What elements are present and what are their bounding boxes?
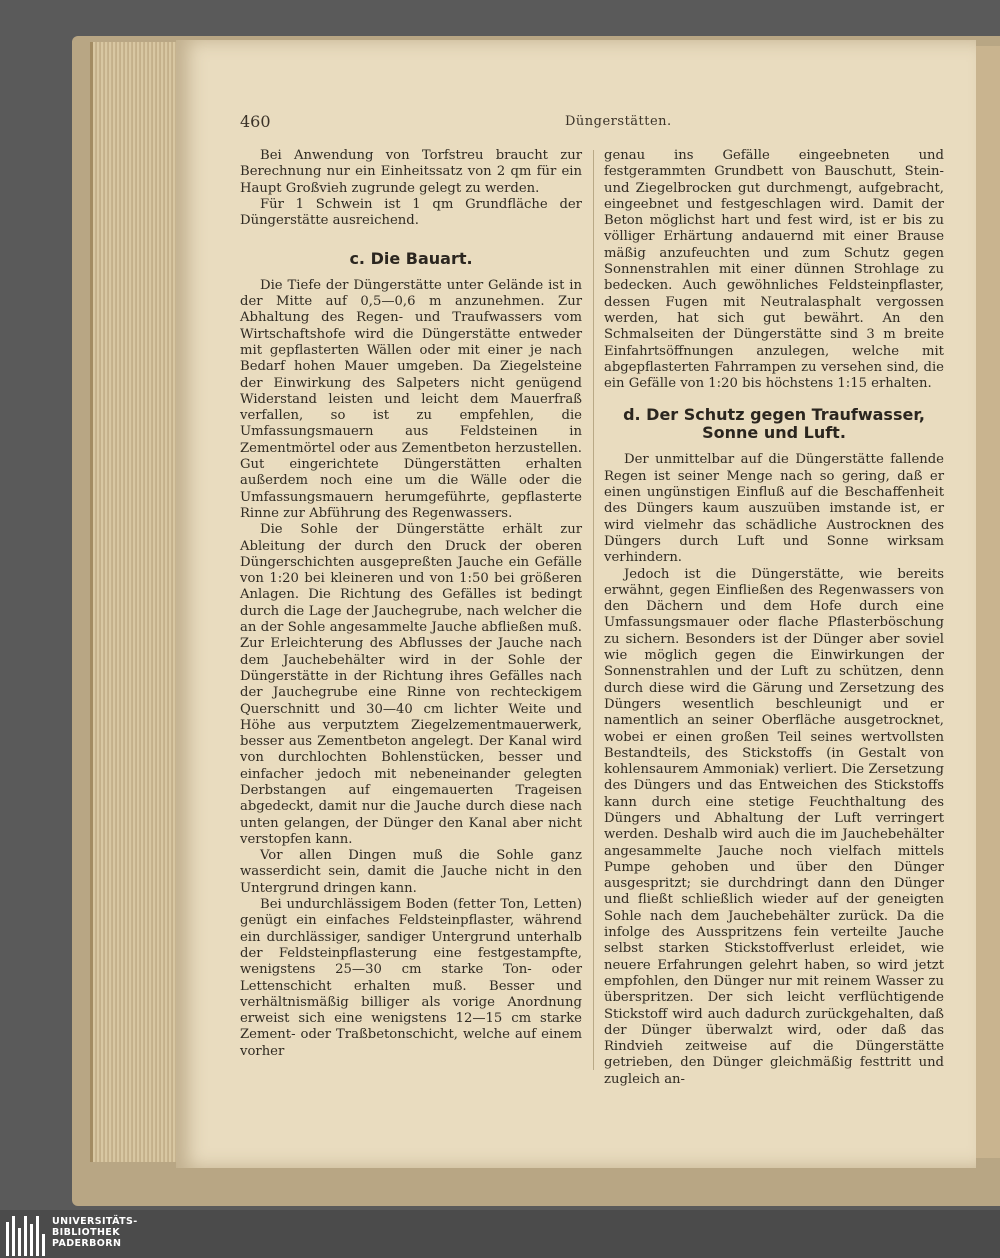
paragraph: Der unmittelbar auf die Düngerstätte fallende Regen ist seiner Menge nach so gering, daß er einen ungünstigen Einfluß auf die Beschaffenheit des Düngers kaum auszuüben imstande ist, er wird vielmehr das schädliche Austrocknen des Düngers durch Luft und Sonne wirksam verhindern. <box>604 452 944 566</box>
library-name-line: BIBLIOTHEK <box>52 1227 120 1238</box>
library-name-line: PADERBORN <box>52 1238 122 1249</box>
column-divider <box>593 150 594 1070</box>
paragraph: Die Tiefe der Düngerstätte unter Gelände ist in der Mitte auf 0,5—0,6 m anzunehmen. Zur Abhaltung des Regen- und Traufwassers vom Wirtschaftshofe wird die Düngerstätte entweder mit gepflasterten Wällen oder mit einer je nach Bedarf hohen Mauer umgeben. Da Ziegelsteine der Einwirkung des Salpeters nicht genügend Widerstand leisten und leicht dem Mauerfraß verfallen, so ist zu empfehlen, die Umfassungsmauern aus Feldsteinen in Zementmörtel oder aus Zementbeton herzustellen. Gut eingerichtete Düngerstätten erhalten außerdem noch eine um die Wälle oder die Umfassungsmauern herumgeführte, gepflasterte Rinne zur Abführung des Regenwassers. <box>240 277 582 521</box>
section-heading: c. Die Bauart. <box>349 249 473 269</box>
section-heading: d. Der Schutz gegen Traufwasser, Sonne und Luft. <box>623 405 925 443</box>
library-logo-icon <box>6 1216 46 1256</box>
library-name <box>52 1216 138 1249</box>
page-header <box>240 112 954 134</box>
paragraph: Für 1 Schwein ist 1 qm Grundfläche der Düngerstätte ausreichend. <box>240 196 582 229</box>
paragraph: Bei Anwendung von Torfstreu braucht zur Berechnung nur ein Einheitssatz von 2 qm für ein Haupt Großvieh zugrunde gelegt zu werden. <box>240 148 582 196</box>
paragraph: Bei undurchlässigem Boden (fetter Ton, Letten) genügt ein einfaches Feldsteinpflaster, während ein durchlässiger, sandiger Untergrund unterhalb der Feldsteinpflasterung eine festgestampfte, wenigstens 25—30 cm starke Ton- oder Lettenschicht erhalten muß. Besser und verhältnismäßig billiger als vorige Anordnung erweist sich eine wenigstens 12—15 cm starke Zement- oder Traßbetonschicht, welche auf einem vorher <box>240 897 582 1059</box>
page-edges <box>90 42 181 1162</box>
right-column <box>604 148 944 1088</box>
left-column <box>240 148 582 1060</box>
library-footer <box>0 1210 1000 1258</box>
paragraph: genau ins Gefälle eingeebneten und festgerammten Grundbett von Bauschutt, Stein- und Ziegelbrocken gut durchmengt, aufgebracht, eingeebnet und festgeschlagen wird. Damit der Beton möglichst hart und fest wird, ist er bis zu völliger Erhärtung andauernd mit einer Brause mäßig anzufeuchten und zum Schutz gegen Sonnenstrahlen mit einer dünnen Strohlage zu bedecken. Auch gewöhnliches Feldsteinpflaster, dessen Fugen mit Neutralasphalt vergossen werden, hat sich gut bewährt. An den Schmalseiten der Düngerstätte sind 3 m breite Einfahrtsöffnungen anzulegen, welche mit abgepflasterten Fahrrampen zu versehen sind, die ein Gefälle von 1:20 bis höchstens 1:15 erhalten. <box>604 148 944 392</box>
paragraph: Die Sohle der Düngerstätte erhält zur Ableitung der durch den Druck der oberen Düngerschichten ausgepreßten Jauche ein Gefälle von 1:20 bei kleineren und von 1:50 bei größeren Anlagen. Die Richtung des Gefälles ist bedingt durch die Lage der Jauchegrube, nach welcher die an der Sohle angesammelte Jauche abfließen muß. Zur Erleichterung des Abflusses der Jauche nach dem Jauchebehälter wird in der Sohle der Düngerstätte in der Richtung ihres Gefälles nach der Jauchegrube eine Rinne von rechteckigem Querschnitt und 30—40 cm lichter Weite und Höhe aus verputztem Ziegelzementmauerwerk, besser aus Zementbeton angelegt. Der Kanal wird von durchlochten Bohlenstücken, besser und einfacher jedoch mit nebeneinander gelegten Derbstangen auf eingemauerten Trageisen abgedeckt, damit nur die Jauche durch diese nach unten gelangen, der Dünger den Kanal aber nicht verstopfen kann. <box>240 522 582 847</box>
next-page-edge <box>976 46 1000 1158</box>
page-number: 460 <box>240 112 271 131</box>
paragraph: Jedoch ist die Düngerstätte, wie bereits erwähnt, gegen Einfließen des Regenwassers von den Dächern und dem Hofe durch eine Umfassungsmauer oder flache Pflasterböschung zu sichern. Besonders ist der Dünger aber soviel wie möglich gegen die Einwirkungen der Sonnenstrahlen und der Luft zu schützen, denn durch diese wird die Gärung und Zersetzung des Düngers wesentlich beschleunigt und er namentlich an seiner Oberfläche ausgetrocknet, wobei er einen großen Teil seines wertvollsten Bestandteils, des Stickstoffs (in Gestalt von kohlensaurem Ammoniak) verliert. Die Zersetzung des Düngers und das Entweichen des Stickstoffs kann durch eine stetige Feuchthaltung des Düngers und Abhaltung der Luft verringert werden. Deshalb wird auch die im Jauchebehälter angesammelte Jauche noch vielfach mittels Pumpe gehoben und über den Dünger ausgespritzt; sie durchdringt dann den Dünger und fließt schließlich wieder auf der geneigten Sohle nach dem Jauchebehälter zurück. Da die infolge des Ausspritzens fein verteilte Jauche selbst starken Stickstoffverlust erleidet, wie neuere Erfahrungen gelehrt haben, so wird jetzt empfohlen, den Dünger nur mit reinem Wasser zu überspritzen. Der sich leicht verflüchtigende Stickstoff wird auch dadurch zurückgehalten, daß der Dünger überwalzt wird, oder daß das Rindvieh zeitweise auf die Düngerstätte getrieben, den Dünger gleichmäßig festtritt und zugleich an- <box>604 566 944 1087</box>
paragraph: Vor allen Dingen muß die Sohle ganz wasserdicht sein, damit die Jauche nicht in den Untergrund dringen kann. <box>240 848 582 896</box>
library-name-line: UNIVERSITÄTS- <box>52 1216 138 1227</box>
running-head: Düngerstätten. <box>565 114 672 129</box>
